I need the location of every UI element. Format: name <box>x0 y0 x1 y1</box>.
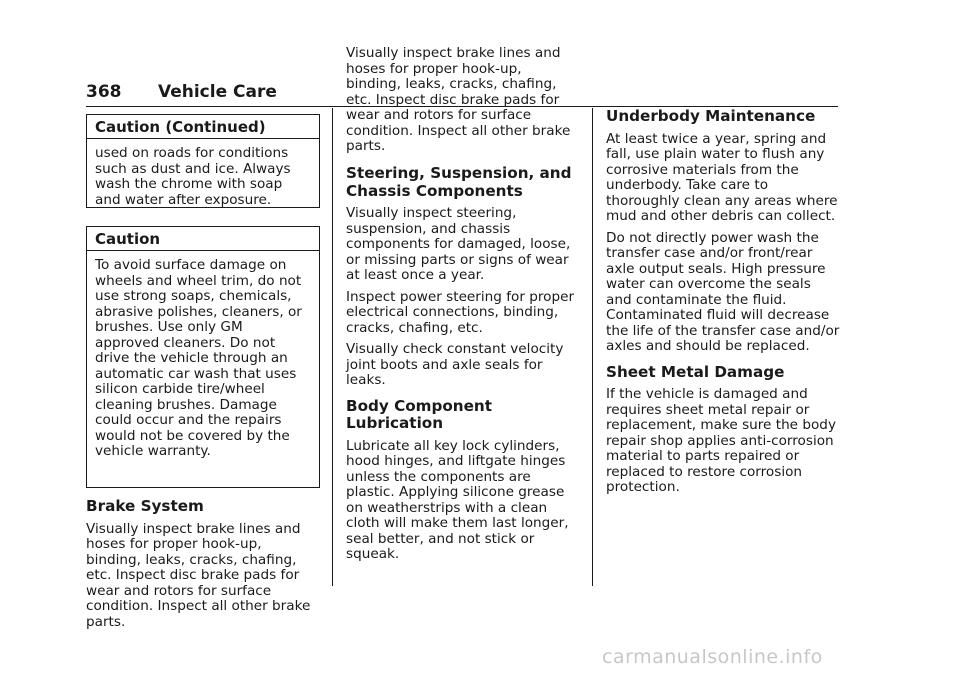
caution-title: Caution <box>87 227 319 251</box>
column-divider <box>592 108 593 586</box>
steering-paragraph: Inspect power steering for proper electrical connections, binding, cracks, chafing, etc. <box>346 288 575 336</box>
caution-box <box>86 226 320 488</box>
brake-system-body: Visually inspect brake lines and hoses for proper hook-up, binding, leaks, cracks, chafing, etc. Inspect disc brake pads for wear and rotors for surface condition. Inspect all other brake parts. <box>86 520 311 630</box>
underbody-paragraph: At least twice a year, spring and fall, use plain water to flush any corrosive materials from the underbody. Take care to thoroughly clean any areas where mud and other debris can collect. <box>606 130 838 224</box>
caution-continued-body-wrap <box>87 139 319 214</box>
page-number: 368 <box>86 82 122 102</box>
underbody-paragraph: Do not directly power wash the transfer case and/or front/rear axle output seals. High pressure water can overcome the seals and contaminate the fluid. Contaminated fluid will decrease the life of the transfer case and/or axles and should be replaced. <box>606 229 840 354</box>
watermark: carmanualsonline.info <box>602 646 823 668</box>
sheet-metal-heading: Sheet Metal Damage <box>606 362 785 381</box>
brake-system-body-continued <box>346 45 580 156</box>
brake-system-heading: Brake System <box>86 497 204 515</box>
steering-heading: Steering, Suspension, and Chassis Components <box>346 164 572 200</box>
brake-system-body-overflow: Visually inspect brake lines and hoses for proper hook-up, binding, leaks, cracks, chafing, etc. Inspect disc brake pads for wear and rotors for surface condition. Inspect all other brake parts. <box>346 45 571 154</box>
caution-continued-title: Caution (Continued) <box>87 115 319 139</box>
caution-body-wrap <box>87 251 319 466</box>
caution-continued-box <box>86 114 320 208</box>
underbody-heading: Underbody Maintenance <box>606 107 816 125</box>
column-divider <box>332 108 333 586</box>
steering-paragraph: Visually check constant velocity joint boots and axle seals for leaks. <box>346 341 564 388</box>
column-2 <box>346 45 580 569</box>
body-lubrication-body: Lubricate all key lock cylinders, hood hinges, and liftgate hinges unless the components are plastic. Applying silicone grease on weatherstrips with a clean cloth will make them last longer, seal better, and not stick or squeak. <box>346 437 569 562</box>
sheet-metal-body: If the vehicle is damaged and requires sheet metal repair or replacement, make sure the body repair shop applies anti-corrosion material to parts repaired or replaced to restore corrosion protection. <box>606 386 836 495</box>
column-1 <box>86 114 320 630</box>
caution-continued-body: used on roads for conditions such as dust and ice. Always wash the chrome with soap and water after exposure. <box>95 145 291 208</box>
column-3 <box>606 108 840 502</box>
section-title: Vehicle Care <box>158 82 277 102</box>
body-lubrication-heading: Body Component Lubrication <box>346 396 492 432</box>
caution-body: To avoid surface damage on wheels and wheel trim, do not use strong soaps, chemicals, abrasive polishes, cleaners, or brushes. Use only GM approved cleaners. Do not drive the vehicle through an automatic car wash that uses silicon carbide tire/wheel cleaning brushes. Damage could occur and the repairs would not be covered by the vehicle warranty. <box>95 257 302 459</box>
steering-paragraph: Visually inspect steering, suspension, and chassis components for damaged, loose, or missing parts or signs of wear at least once a year. <box>346 205 571 283</box>
